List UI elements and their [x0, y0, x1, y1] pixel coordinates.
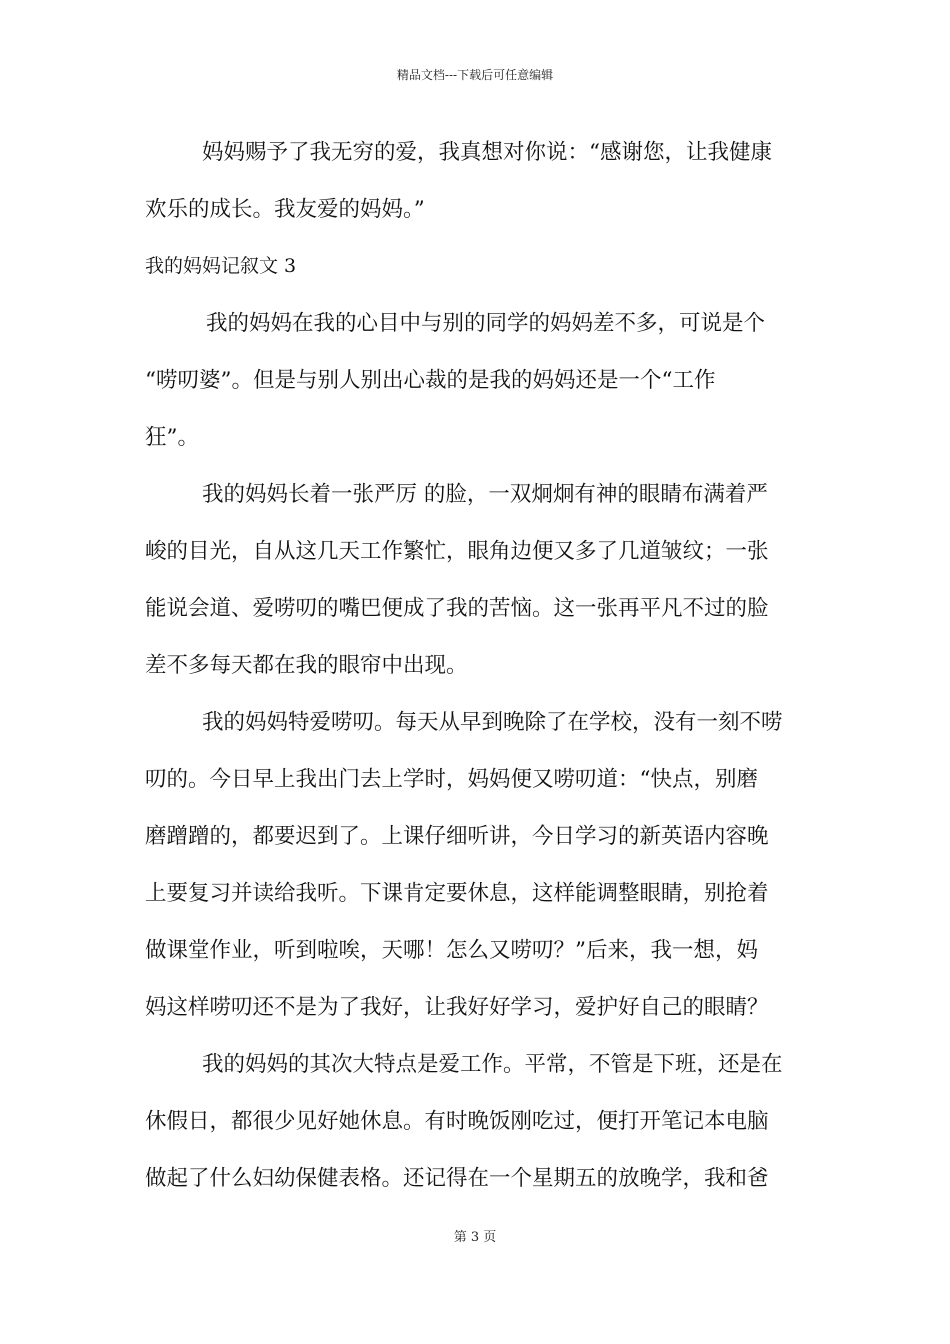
- paragraph-line: 做课堂作业，听到啦唉，天哪！怎么又唠叨？”后来，我一想，妈: [145, 938, 758, 963]
- paragraph-line: 休假日，都很少见好她休息。有时晚饭刚吃过，便打开笔记本电脑: [145, 1109, 769, 1134]
- paragraph-line: 能说会道、爱唠叨的嘴巴便成了我的苦恼。这一张再平凡不过的脸: [145, 596, 769, 621]
- paragraph-line: 做起了什么妇幼保健表格。还记得在一个星期五的放晚学，我和爸: [145, 1166, 769, 1191]
- paragraph-line: 我的妈妈在我的心目中与别的同学的妈妈差不多，可说是个: [206, 311, 766, 336]
- paragraph-line: 我的妈妈特爱唠叨。每天从早到晚除了在学校，没有一刻不唠: [202, 710, 783, 735]
- paragraph-line: 磨蹭蹭的，都要迟到了。上课仔细听讲，今日学习的新英语内容晚: [145, 824, 769, 849]
- paragraph-line: 上要复习并读给我听。下课肯定要休息，这样能调整眼睛，别抢着: [145, 881, 769, 906]
- paragraph-line: 欢乐的成长。我友爱的妈妈。”: [145, 197, 425, 222]
- paragraph-line: 差不多每天都在我的眼帘中出现。: [145, 653, 468, 678]
- paragraph-line: 妈这样唠叨还不是为了我好，让我好好学习，爱护好自己的眼睛？: [145, 995, 769, 1020]
- paragraph-line: 我的妈妈长着一张严厉 的脸，一双炯炯有神的眼睛布满着严: [202, 482, 768, 507]
- paragraph-line: 狂”。: [145, 425, 199, 450]
- document-body: [145, 124, 807, 1207]
- paragraph-line: 妈妈赐予了我无穷的爱，我真想对你说：“感谢您，让我健康: [202, 140, 772, 165]
- page-header: 精品文档---下载后可任意编辑: [396, 68, 554, 82]
- paragraph-line: 叨的。今日早上我出门去上学时，妈妈便又唠叨道：“快点，别磨: [145, 767, 758, 792]
- section-heading: 我的妈妈记叙文 3: [145, 255, 297, 277]
- page-number: 第 3 页: [453, 1230, 497, 1245]
- paragraph-line: “唠叨婆”。但是与别人别出心裁的是我的妈妈还是一个“工作: [145, 368, 716, 393]
- paragraph-line: 我的妈妈的其次大特点是爱工作。平常，不管是下班，还是在: [202, 1052, 783, 1077]
- paragraph-line: 峻的目光，自从这几天工作繁忙，眼角边便又多了几道皱纹；一张: [145, 539, 769, 564]
